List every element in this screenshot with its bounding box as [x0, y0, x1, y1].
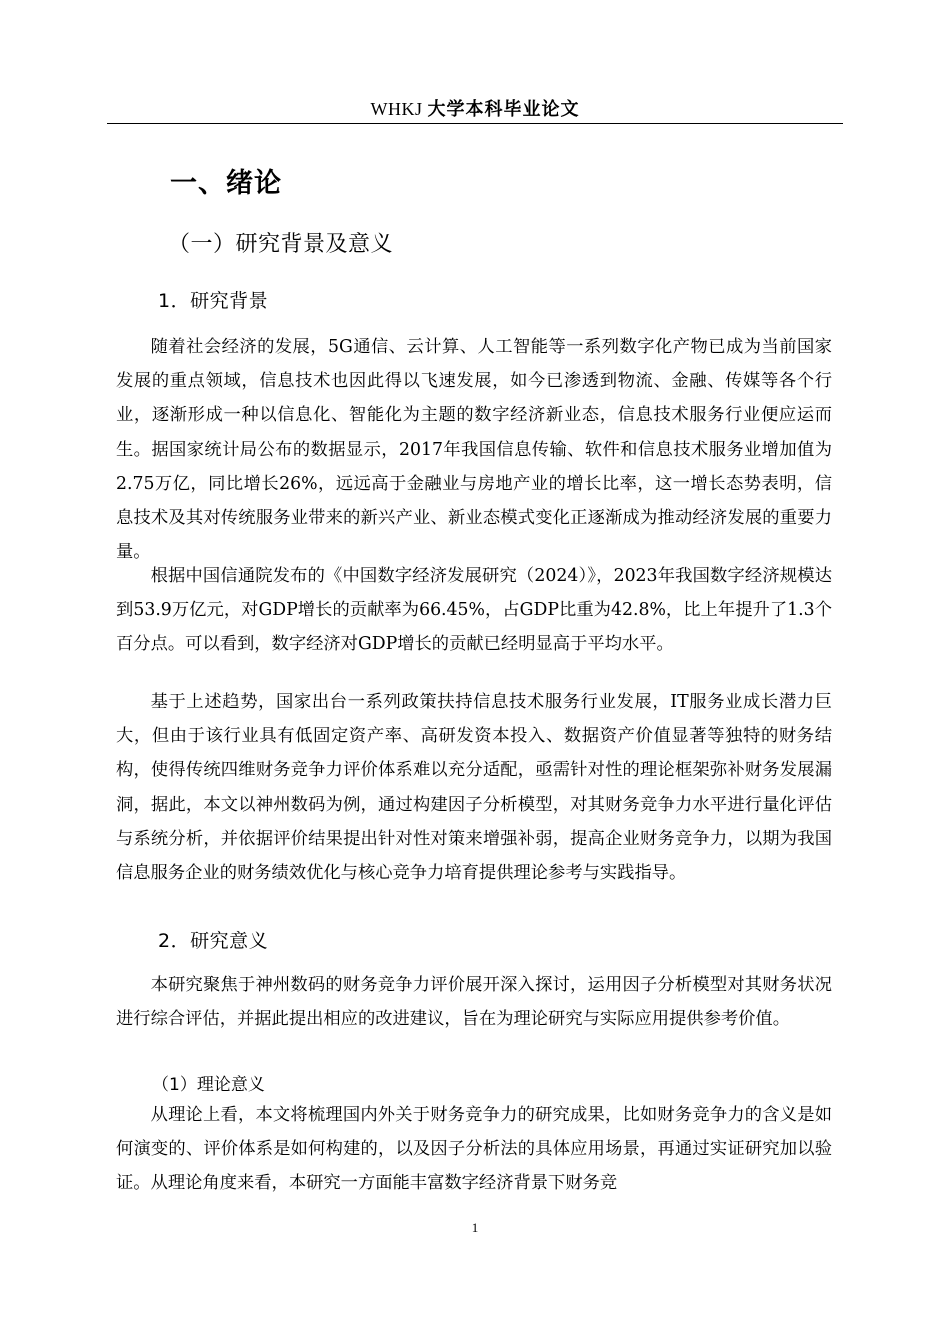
paragraph-significance-intro: 本研究聚焦于神州数码的财务竞争力评价展开深入探讨，运用因子分析模型对其财务状况进行综合评估，并据此提出相应的改进建议，旨在为理论研究与实际应用提供参考价值。	[116, 975, 832, 1030]
subsection-title-background: 1．研究背景	[158, 290, 269, 312]
paragraph-background-2: 根据中国信通院发布的《中国数字经济发展研究（2024）》，2023年我国数字经济规模达到53.9万亿元，对GDP增长的贡献率为66.45%，占GDP比重为42.8%，比上年提升了1.3个百分点。可以看到，数字经济对GDP增长的贡献已经明显高于平均水平。	[116, 566, 832, 655]
subsection-title-significance: 2．研究意义	[158, 930, 269, 952]
page-header	[107, 96, 843, 122]
section-title: （一）研究背景及意义	[168, 232, 394, 257]
paragraph-background-3: 基于上述趋势，国家出台一系列政策扶持信息技术服务行业发展，IT服务业成长潜力巨大，但由于该行业具有低固定资产率、高研发资本投入、数据资产价值显著等独特的财务结构，使得传统四维财务竞争力评价体系难以充分适配，亟需针对性的理论框架弥补财务发展漏洞，据此，本文以神州数码为例，通过构建因子分析模型，对其财务竞争力水平进行量化评估与系统分析，并依据评价结果提出针对性对策来增强补弱，提高企业财务竞争力，以期为我国信息服务企业的财务绩效优化与核心竞争力培育提供理论参考与实践指导。	[116, 692, 832, 884]
paragraph-background-1: 随着社会经济的发展，5G通信、云计算、人工智能等一系列数字化产物已成为当前国家发展的重点领域，信息技术也因此得以飞速发展，如今已渗透到物流、金融、传媒等各个行业，逐渐形成一种以信息化、智能化为主题的数字经济新业态，信息技术服务行业便应运而生。据国家统计局公布的数据显示，2017年我国信息传输、软件和信息技术服务业增加值为2.75万亿，同比增长26%，远远高于金融业与房地产业的增长比率，这一增长态势表明，信息技术及其对传统服务业带来的新兴产业、新业态模式变化正逐渐成为推动经济发展的重要力量。	[116, 337, 832, 563]
point-title-theory: （1）理论意义	[152, 1075, 265, 1095]
header-title: 大学本科毕业论文	[427, 99, 580, 120]
paragraph-theory: 从理论上看，本文将梳理国内外关于财务竞争力的研究成果，比如财务竞争力的含义是如何演变的、评价体系是如何构建的，以及因子分析法的具体应用场景，再通过实证研究加以验证。从理论角度来看，本研究一方面能丰富数字经济背景下财务竞	[116, 1105, 832, 1194]
chapter-title: 一、绪论	[170, 168, 282, 199]
header-divider	[107, 123, 843, 124]
page-number: 1	[471, 1220, 479, 1235]
header-prefix: WHKJ	[370, 99, 428, 119]
